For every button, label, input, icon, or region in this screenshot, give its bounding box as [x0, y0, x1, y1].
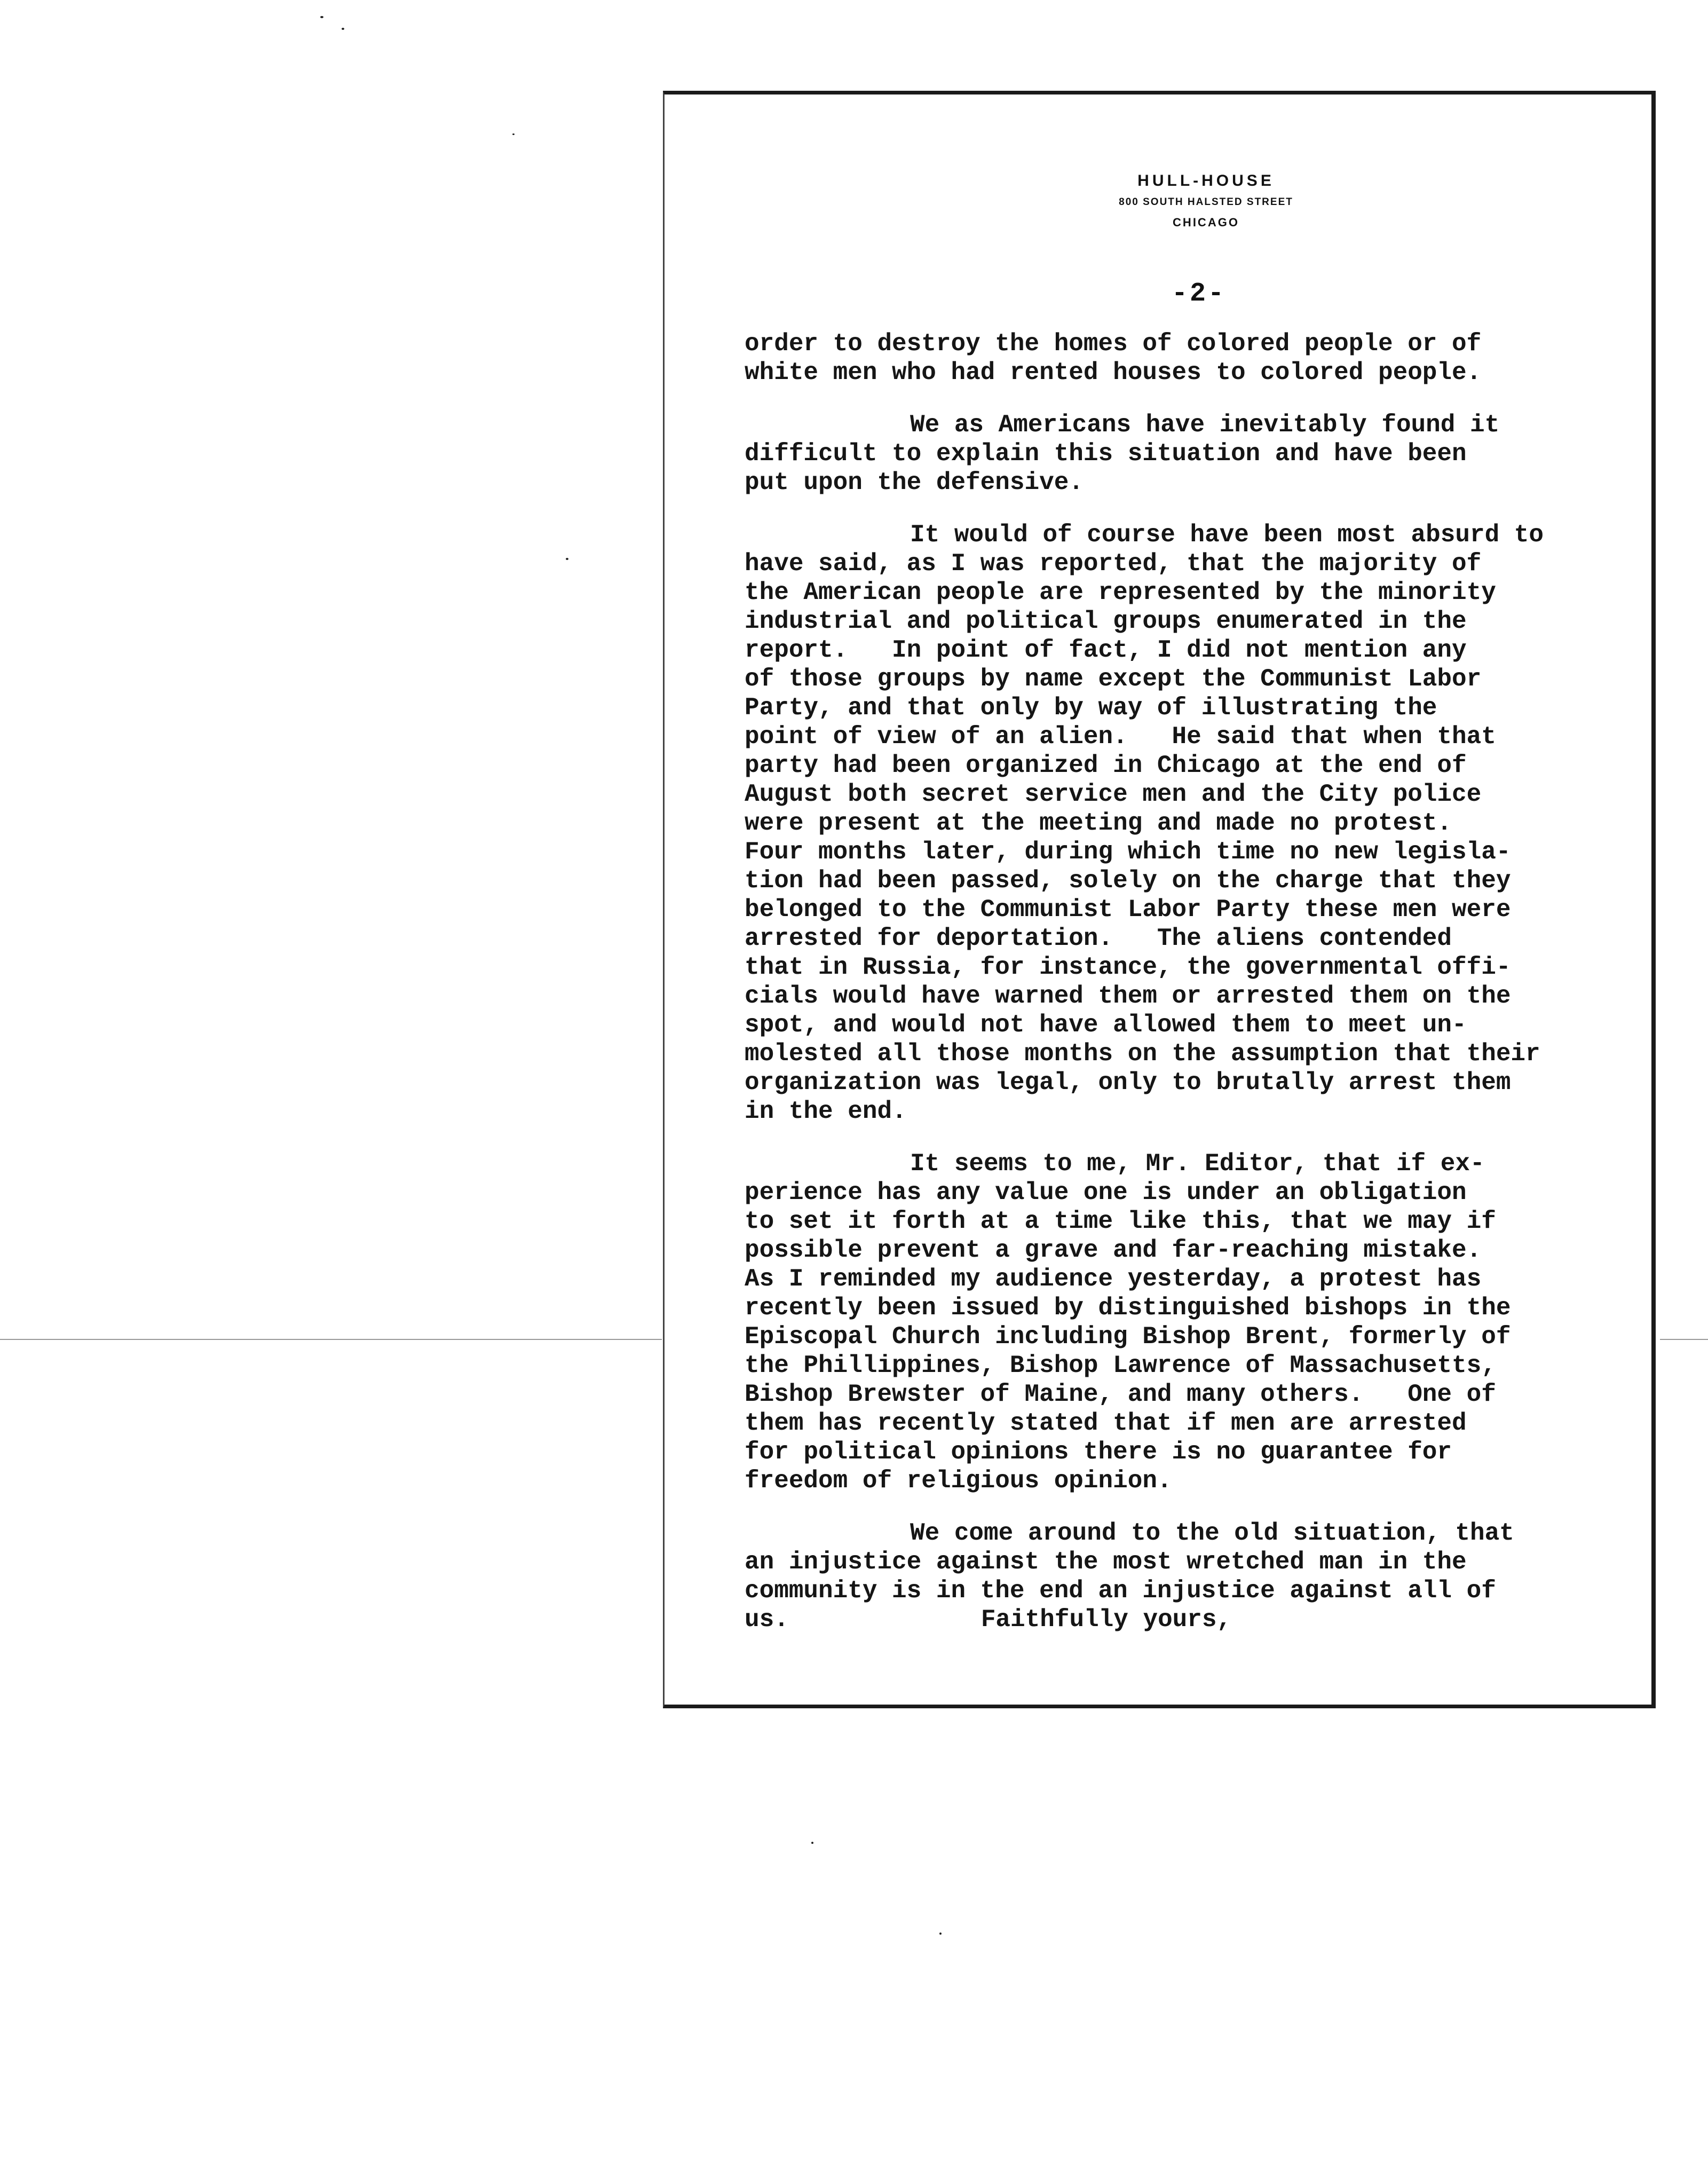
text-line: party had been organized in Chicago at the end of — [745, 752, 1467, 779]
text-line: Four months later, during which time no new legisla- — [745, 838, 1511, 866]
text-line: organization was legal, only to brutally arrest them — [745, 1069, 1511, 1097]
text-line: August both secret service men and the City police — [745, 780, 1482, 808]
letterhead-street: 800 SOUTH HALSTED STREET — [1119, 196, 1293, 208]
paragraph — [745, 1149, 1647, 1495]
text-line: for political opinions there is no guarantee for — [745, 1438, 1452, 1466]
text-line: them has recently stated that if men are arrested — [745, 1409, 1467, 1437]
text-line: of those groups by name except the Communist Labor — [745, 665, 1482, 693]
text-line: in the end. — [745, 1098, 907, 1125]
text-line: freedom of religious opinion. — [745, 1467, 1172, 1495]
letterhead-name: HULL-HOUSE — [1137, 172, 1275, 190]
closing-row — [745, 1605, 1647, 1634]
text-line: that in Russia, for instance, the governmental offi- — [745, 953, 1511, 981]
text-line: have said, as I was reported, that the majority of — [745, 550, 1482, 578]
text-line: Episcopal Church including Bishop Brent, formerly of — [745, 1323, 1511, 1351]
text-line: were present at the meeting and made no protest. — [745, 809, 1452, 837]
text-line: put upon the defensive. — [745, 469, 1084, 496]
text-line: spot, and would not have allowed them to meet un- — [745, 1011, 1467, 1039]
text-line: the American people are represented by the minority — [745, 579, 1496, 606]
text-line: tion had been passed, solely on the charge that they — [745, 867, 1511, 895]
letterhead-city: CHICAGO — [1173, 216, 1239, 229]
text-line: white men who had rented houses to colored people. — [745, 359, 1482, 387]
text-line: to set it forth at a time like this, that we may if — [745, 1208, 1496, 1235]
text-line: It seems to me, Mr. Editor, that if ex- — [910, 1150, 1485, 1178]
scan-speck — [811, 1842, 813, 1844]
text-line: difficult to explain this situation and have been — [745, 440, 1467, 468]
text-line: an injustice against the most wretched man in the — [745, 1548, 1467, 1576]
text-line: arrested for deportation. The aliens contended — [745, 925, 1452, 952]
text-line: point of view of an alien. He said that when that — [745, 723, 1496, 751]
text-line: cials would have warned them or arrested them on the — [745, 982, 1511, 1010]
text-line: Party, and that only by way of illustrating the — [745, 694, 1437, 722]
text-line: report. In point of fact, I did not mention any — [745, 636, 1467, 664]
paragraph — [745, 1519, 1647, 1634]
text-line: It would of course have been most absurd to — [910, 521, 1544, 549]
letter-sheet — [663, 91, 1656, 1708]
text-line: possible prevent a grave and far-reaching mistake. — [745, 1236, 1482, 1264]
text-line: Bishop Brewster of Maine, and many others. One of — [745, 1381, 1496, 1408]
text-line: industrial and political groups enumerated in the — [745, 608, 1467, 635]
scan-speck — [512, 133, 515, 135]
text-line: We as Americans have inevitably found it — [910, 411, 1500, 439]
page-number: -2- — [1172, 279, 1227, 309]
scan-speck — [566, 558, 568, 560]
text-line: community is in the end an injustice against all of — [745, 1577, 1496, 1605]
letterhead — [665, 169, 1651, 233]
scan-speck — [342, 28, 344, 30]
scan-edge-line — [1660, 1339, 1708, 1340]
letter-body — [745, 329, 1647, 1658]
text-line: order to destroy the homes of colored people or of — [745, 330, 1482, 358]
text-line: the Phillippines, Bishop Lawrence of Massachusetts, — [745, 1352, 1496, 1379]
paragraph — [745, 520, 1647, 1126]
scan-edge-line — [0, 1339, 662, 1340]
text-line: recently been issued by distinguished bishops in the — [745, 1294, 1511, 1322]
closing-salutation: Faithfully yours, — [980, 1606, 1232, 1634]
paragraph — [745, 411, 1647, 497]
text-line: us. — [745, 1606, 789, 1634]
scan-speck — [320, 16, 323, 18]
text-line: We come around to the old situation, that — [910, 1519, 1514, 1547]
text-line: molested all those months on the assumption that their — [745, 1040, 1540, 1068]
text-line: belonged to the Communist Labor Party these men were — [745, 896, 1511, 924]
text-line: As I reminded my audience yesterday, a protest has — [745, 1265, 1482, 1293]
scan-speck — [939, 1933, 942, 1935]
paragraph — [745, 329, 1647, 387]
text-line: perience has any value one is under an obligation — [745, 1179, 1467, 1206]
